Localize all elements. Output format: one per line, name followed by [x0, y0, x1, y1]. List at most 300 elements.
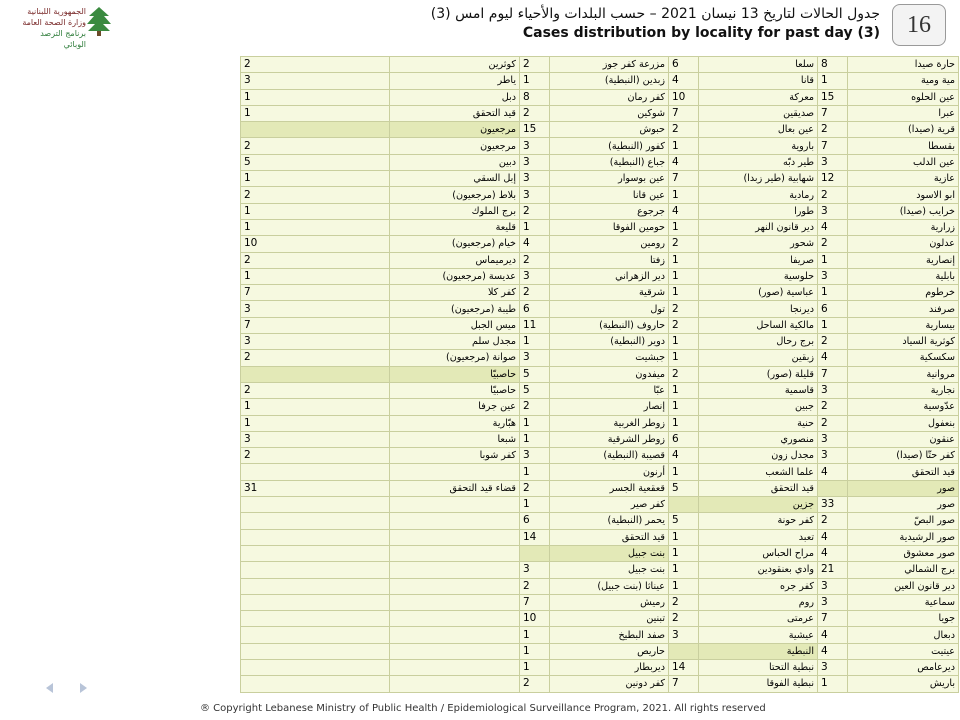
locality-cell: قيد التحقق: [699, 480, 818, 496]
case-count-cell: 3: [520, 562, 550, 578]
case-count-cell: 1: [241, 415, 390, 431]
case-count-cell: 1: [818, 285, 848, 301]
locality-cell: [390, 643, 520, 659]
locality-cell: كوثرية السياد: [848, 334, 959, 350]
case-count-cell: 2: [520, 578, 550, 594]
locality-cell: نبطية الفوقا: [699, 676, 818, 692]
case-count-cell: 1: [818, 317, 848, 333]
case-count-cell: 1: [669, 578, 699, 594]
case-count-cell: 1: [520, 415, 550, 431]
logo-line-3: برنامج الترصد الوبائي: [40, 29, 86, 49]
case-count-cell: 1: [520, 497, 550, 513]
locality-cell: شحور: [699, 236, 818, 252]
locality-cell: بيسارية: [848, 317, 959, 333]
case-count-cell: 1: [818, 73, 848, 89]
case-count-cell: 3: [520, 448, 550, 464]
table-row: [241, 497, 959, 513]
locality-cell: تول: [550, 301, 669, 317]
case-count-cell: 1: [241, 171, 390, 187]
locality-cell: كفر كلا: [390, 285, 520, 301]
prev-slide-icon[interactable]: [46, 683, 53, 693]
case-count-cell: 1: [241, 268, 390, 284]
locality-cell: مية ومية: [848, 73, 959, 89]
case-count-cell: 1: [241, 219, 390, 235]
page-header: [431, 6, 880, 41]
locality-cell: [390, 611, 520, 627]
case-count-cell: 3: [241, 431, 390, 447]
locality-cell: عرمتى: [699, 611, 818, 627]
locality-cell: [390, 545, 520, 561]
locality-cell: ديرنجا: [699, 301, 818, 317]
case-count-cell: 1: [520, 334, 550, 350]
locality-cell: مالكية الساحل: [699, 317, 818, 333]
locality-cell: بابلية: [848, 268, 959, 284]
case-count-cell: 4: [818, 529, 848, 545]
locality-cell: [390, 513, 520, 529]
locality-cell: كفر شوبا: [390, 448, 520, 464]
locality-cell: كفر صير: [550, 497, 669, 513]
locality-cell: قليعة: [390, 219, 520, 235]
locality-cell: ابو الاسود: [848, 187, 959, 203]
case-count-cell: 1: [669, 252, 699, 268]
case-count-cell: 2: [520, 480, 550, 496]
table-row: [241, 219, 959, 235]
locality-cell: عيتيت: [848, 643, 959, 659]
logo-text: [16, 6, 86, 50]
case-count-cell: 2: [818, 399, 848, 415]
locality-cell: عين الدلب: [848, 154, 959, 170]
case-count-cell: 4: [818, 627, 848, 643]
case-count-cell: 3: [818, 659, 848, 675]
case-count-cell: 4: [818, 464, 848, 480]
case-count-cell: 1: [669, 399, 699, 415]
case-count-cell: 1: [669, 415, 699, 431]
locality-cell: عيناثا (بنت جبيل): [550, 578, 669, 594]
case-count-cell: [241, 643, 390, 659]
locality-cell: تبنين: [550, 611, 669, 627]
table-row: [241, 236, 959, 252]
locality-cell: حومين الفوقا: [550, 219, 669, 235]
case-count-cell: 1: [669, 529, 699, 545]
locality-cell: يحمر (النبطية): [550, 513, 669, 529]
case-count-cell: 6: [818, 301, 848, 317]
table-row: [241, 268, 959, 284]
locality-cell: قانا: [699, 73, 818, 89]
case-count-cell: 2: [520, 252, 550, 268]
case-count-cell: 1: [520, 73, 550, 89]
slide-nav: [46, 678, 109, 697]
locality-cell: شرقية: [550, 285, 669, 301]
case-count-cell: 1: [818, 252, 848, 268]
locality-cell: بلاط (مرجعيون): [390, 187, 520, 203]
case-count-cell: 7: [520, 594, 550, 610]
case-count-cell: 8: [520, 89, 550, 105]
case-count-cell: 3: [818, 578, 848, 594]
case-count-cell: 3: [818, 448, 848, 464]
table-row: [241, 415, 959, 431]
locality-cell: إبل السقي: [390, 171, 520, 187]
locality-cell: مجدل سلم: [390, 334, 520, 350]
locality-cell: كوثرين: [390, 57, 520, 73]
case-count-cell: 12: [818, 171, 848, 187]
case-count-cell: 1: [241, 203, 390, 219]
locality-cell: جباع (النبطية): [550, 154, 669, 170]
locality-cell: برج الملوك: [390, 203, 520, 219]
locality-cell: ديرميماس: [390, 252, 520, 268]
table-row: [241, 122, 959, 138]
logo-line-1: الجمهورية اللبنانية: [27, 7, 86, 16]
case-count-cell: 14: [520, 529, 550, 545]
locality-cell: ميس الجبل: [390, 317, 520, 333]
case-count-cell: 3: [520, 154, 550, 170]
case-count-cell: 2: [669, 317, 699, 333]
case-count-cell: 3: [818, 594, 848, 610]
table-row: [241, 252, 959, 268]
locality-cell: عين بعال: [699, 122, 818, 138]
case-count-cell: 10: [241, 236, 390, 252]
case-count-cell: 2: [520, 399, 550, 415]
case-count-cell: 2: [669, 611, 699, 627]
case-count-cell: 1: [669, 285, 699, 301]
locality-cell: زفتا: [550, 252, 669, 268]
case-count-cell: 2: [241, 350, 390, 366]
case-count-cell: 7: [669, 105, 699, 121]
locality-cell: صرفند: [848, 301, 959, 317]
case-count-cell: 6: [520, 301, 550, 317]
case-count-cell: 15: [520, 122, 550, 138]
table-row: [241, 350, 959, 366]
case-count-cell: 1: [669, 219, 699, 235]
case-count-cell: [241, 497, 390, 513]
table-row: [241, 301, 959, 317]
locality-cell: نبطية التحتا: [699, 659, 818, 675]
locality-cell: علما الشعب: [699, 464, 818, 480]
case-count-cell: 1: [520, 643, 550, 659]
case-count-cell: [669, 497, 699, 513]
case-count-cell: 2: [520, 285, 550, 301]
locality-cell: تعبد: [699, 529, 818, 545]
case-count-cell: 7: [241, 285, 390, 301]
locality-cell: ياطر: [390, 73, 520, 89]
case-count-cell: 1: [520, 659, 550, 675]
locality-cell: دبعال: [848, 627, 959, 643]
case-count-cell: 31: [241, 480, 390, 496]
case-count-cell: 1: [818, 676, 848, 692]
case-count-cell: [241, 594, 390, 610]
locality-cell: حبوش: [550, 122, 669, 138]
table-row: [241, 317, 959, 333]
case-count-cell: 3: [241, 73, 390, 89]
locality-cell: ديربطار: [550, 659, 669, 675]
table-row: [241, 187, 959, 203]
locality-cell: جزين: [699, 497, 818, 513]
case-count-cell: 4: [520, 236, 550, 252]
case-count-cell: 2: [241, 57, 390, 73]
case-count-cell: 11: [520, 317, 550, 333]
locality-cell: صور البصّ: [848, 513, 959, 529]
locality-cell: هبّارية: [390, 415, 520, 431]
case-count-cell: 2: [241, 138, 390, 154]
locality-cell: عدلون: [848, 236, 959, 252]
locality-cell: حلوسية: [699, 268, 818, 284]
table-row: [241, 464, 959, 480]
locality-cell: دير الزهراني: [550, 268, 669, 284]
case-count-cell: 2: [669, 122, 699, 138]
case-count-cell: 33: [818, 497, 848, 513]
locality-cell: جبين: [699, 399, 818, 415]
locality-cell: ديرعامص: [848, 659, 959, 675]
table-row: [241, 627, 959, 643]
locality-cell: [390, 464, 520, 480]
cedar-icon: [86, 6, 112, 36]
case-count-cell: 3: [818, 154, 848, 170]
locality-cell: حاريص: [550, 643, 669, 659]
case-count-cell: 1: [669, 464, 699, 480]
case-count-cell: 21: [818, 562, 848, 578]
locality-cell: رمادية: [699, 187, 818, 203]
case-count-cell: 2: [818, 334, 848, 350]
locality-cell: عديسة (مرجعيون): [390, 268, 520, 284]
table-row: [241, 643, 959, 659]
table-row: [241, 399, 959, 415]
case-count-cell: 3: [818, 431, 848, 447]
case-count-cell: 2: [669, 594, 699, 610]
case-count-cell: 7: [818, 611, 848, 627]
locality-cell: زبقين: [699, 350, 818, 366]
case-count-cell: [241, 529, 390, 545]
case-count-cell: 4: [669, 448, 699, 464]
locality-cell: نجارية: [848, 382, 959, 398]
locality-cell: قرية (صيدا): [848, 122, 959, 138]
locality-cell: صور معشوق: [848, 545, 959, 561]
locality-cell: [390, 497, 520, 513]
locality-cell: عنقون: [848, 431, 959, 447]
case-count-cell: 1: [520, 627, 550, 643]
case-count-cell: 15: [818, 89, 848, 105]
locality-cell: [390, 676, 520, 692]
title-arabic: جدول الحالات لتاريخ 13 نيسان 2021 – حسب البلدات والأحياء ليوم امس (3): [430, 6, 880, 22]
case-count-cell: 2: [669, 366, 699, 382]
locality-cell: مروانية: [848, 366, 959, 382]
case-count-cell: 3: [520, 171, 550, 187]
locality-cell: حاصبيّا: [390, 382, 520, 398]
case-count-cell: 6: [669, 431, 699, 447]
locality-cell: كفر حونة: [699, 513, 818, 529]
case-count-cell: 6: [669, 57, 699, 73]
case-count-cell: 3: [818, 203, 848, 219]
table-row: [241, 594, 959, 610]
case-count-cell: 1: [520, 464, 550, 480]
locality-cell: قصيبة (النبطية): [550, 448, 669, 464]
case-count-cell: 2: [818, 122, 848, 138]
table-row: [241, 382, 959, 398]
case-count-cell: [241, 122, 390, 138]
table-row: [241, 171, 959, 187]
case-count-cell: 2: [818, 187, 848, 203]
locality-cell: قاسمية: [699, 382, 818, 398]
case-count-cell: 1: [669, 382, 699, 398]
case-count-cell: [520, 545, 550, 561]
case-count-cell: 5: [520, 366, 550, 382]
case-count-cell: 3: [241, 334, 390, 350]
table-row: [241, 529, 959, 545]
case-count-cell: 1: [520, 219, 550, 235]
locality-cell: دبين: [390, 154, 520, 170]
table-row: [241, 480, 959, 496]
locality-cell: شوكين: [550, 105, 669, 121]
table-row: [241, 431, 959, 447]
case-count-cell: [669, 643, 699, 659]
case-count-cell: 2: [669, 236, 699, 252]
case-count-cell: 7: [818, 366, 848, 382]
case-count-cell: [241, 464, 390, 480]
case-count-cell: 2: [241, 448, 390, 464]
case-count-cell: 4: [818, 643, 848, 659]
locality-cell: عين بوسوار: [550, 171, 669, 187]
case-count-cell: 4: [818, 545, 848, 561]
table-row: [241, 285, 959, 301]
locality-cell: زوطر الغربية: [550, 415, 669, 431]
locality-cell: معركة: [699, 89, 818, 105]
case-count-cell: 5: [669, 480, 699, 496]
locality-cell: دبل: [390, 89, 520, 105]
case-count-cell: [241, 676, 390, 692]
locality-cell: بنعفول: [848, 415, 959, 431]
table-row: [241, 105, 959, 121]
locality-cell: قضاء قيد التحقق: [390, 480, 520, 496]
locality-cell: دير قانون العين: [848, 578, 959, 594]
locality-cell: مرجعيون: [390, 122, 520, 138]
table-row: [241, 57, 959, 73]
locality-cell: [390, 562, 520, 578]
table-row: [241, 545, 959, 561]
locality-cell: مراح الحباس: [699, 545, 818, 561]
locality-cell: برج رحال: [699, 334, 818, 350]
case-count-cell: 1: [669, 562, 699, 578]
case-count-cell: 3: [669, 627, 699, 643]
locality-cell: [390, 594, 520, 610]
case-count-cell: 1: [669, 334, 699, 350]
table-row: [241, 138, 959, 154]
table-row: [241, 659, 959, 675]
case-count-cell: 8: [818, 57, 848, 73]
case-count-cell: 2: [520, 203, 550, 219]
table-row: [241, 366, 959, 382]
case-count-cell: 2: [520, 105, 550, 121]
case-count-cell: 2: [818, 513, 848, 529]
case-count-cell: 5: [520, 382, 550, 398]
table-row: [241, 611, 959, 627]
case-count-cell: 3: [818, 382, 848, 398]
locality-cell: حاصبيّا: [390, 366, 520, 382]
locality-cell: قيد التحقق: [390, 105, 520, 121]
case-count-cell: 3: [818, 268, 848, 284]
case-count-cell: 6: [520, 513, 550, 529]
case-count-cell: 1: [669, 350, 699, 366]
table-row: [241, 203, 959, 219]
table-row: [241, 578, 959, 594]
case-count-cell: [241, 366, 390, 382]
locality-cell: رومين: [550, 236, 669, 252]
locality-cell: طورا: [699, 203, 818, 219]
case-count-cell: 10: [520, 611, 550, 627]
locality-cell: سلعا: [699, 57, 818, 73]
locality-cell: بنت جبيل: [550, 562, 669, 578]
locality-cell: كفر دونين: [550, 676, 669, 692]
case-count-cell: 5: [241, 154, 390, 170]
locality-cell: عين جرفا: [390, 399, 520, 415]
locality-cell: [390, 529, 520, 545]
table-row: [241, 334, 959, 350]
locality-cell: ميفدون: [550, 366, 669, 382]
cases-table-body: [241, 57, 959, 693]
case-count-cell: 1: [669, 545, 699, 561]
case-count-cell: 10: [669, 89, 699, 105]
case-count-cell: 3: [520, 268, 550, 284]
locality-cell: خيام (مرجعيون): [390, 236, 520, 252]
locality-cell: عبّا: [550, 382, 669, 398]
locality-cell: خرايب (صيدا): [848, 203, 959, 219]
locality-cell: سماعية: [848, 594, 959, 610]
locality-cell: صوانة (مرجعيون): [390, 350, 520, 366]
case-count-cell: 4: [669, 73, 699, 89]
case-count-cell: 7: [241, 317, 390, 333]
locality-cell: طيبة (مرجعيون): [390, 301, 520, 317]
locality-cell: صور الرشيدية: [848, 529, 959, 545]
locality-cell: باروية: [699, 138, 818, 154]
case-count-cell: 1: [241, 89, 390, 105]
locality-cell: زرارية: [848, 219, 959, 235]
locality-cell: قعقعية الجسر: [550, 480, 669, 496]
next-slide-icon[interactable]: [80, 683, 87, 693]
case-count-cell: [241, 562, 390, 578]
locality-cell: عيشية: [699, 627, 818, 643]
case-count-cell: 4: [669, 203, 699, 219]
locality-cell: حارة صيدا: [848, 57, 959, 73]
case-count-cell: 4: [818, 219, 848, 235]
locality-cell: عين قانا: [550, 187, 669, 203]
locality-cell: قيد التحقق: [550, 529, 669, 545]
locality-cell: إنصار: [550, 399, 669, 415]
case-count-cell: 1: [669, 187, 699, 203]
locality-cell: طير دبّه: [699, 154, 818, 170]
locality-cell: زوطر الشرقية: [550, 431, 669, 447]
copyright-footer: ® Copyright Lebanese Ministry of Public Health / Epidemiological Surveillance Program, 2021. All rights reserved: [200, 703, 766, 714]
locality-cell: [390, 627, 520, 643]
case-count-cell: 3: [241, 301, 390, 317]
locality-cell: صفد البطيخ: [550, 627, 669, 643]
case-count-cell: 2: [818, 415, 848, 431]
locality-cell: شبعا: [390, 431, 520, 447]
locality-cell: جويا: [848, 611, 959, 627]
locality-cell: حنية: [699, 415, 818, 431]
case-count-cell: 1: [241, 105, 390, 121]
case-count-cell: 2: [669, 301, 699, 317]
case-count-cell: 4: [818, 350, 848, 366]
case-count-cell: 7: [669, 676, 699, 692]
table-row: [241, 562, 959, 578]
locality-cell: صور: [848, 480, 959, 496]
case-count-cell: 7: [818, 138, 848, 154]
locality-cell: كفور (النبطية): [550, 138, 669, 154]
locality-cell: خرطوم: [848, 285, 959, 301]
table-row: [241, 448, 959, 464]
case-count-cell: 14: [669, 659, 699, 675]
case-count-cell: 2: [241, 187, 390, 203]
case-count-cell: 2: [520, 57, 550, 73]
locality-cell: [390, 659, 520, 675]
locality-cell: قليلة (صور): [699, 366, 818, 382]
